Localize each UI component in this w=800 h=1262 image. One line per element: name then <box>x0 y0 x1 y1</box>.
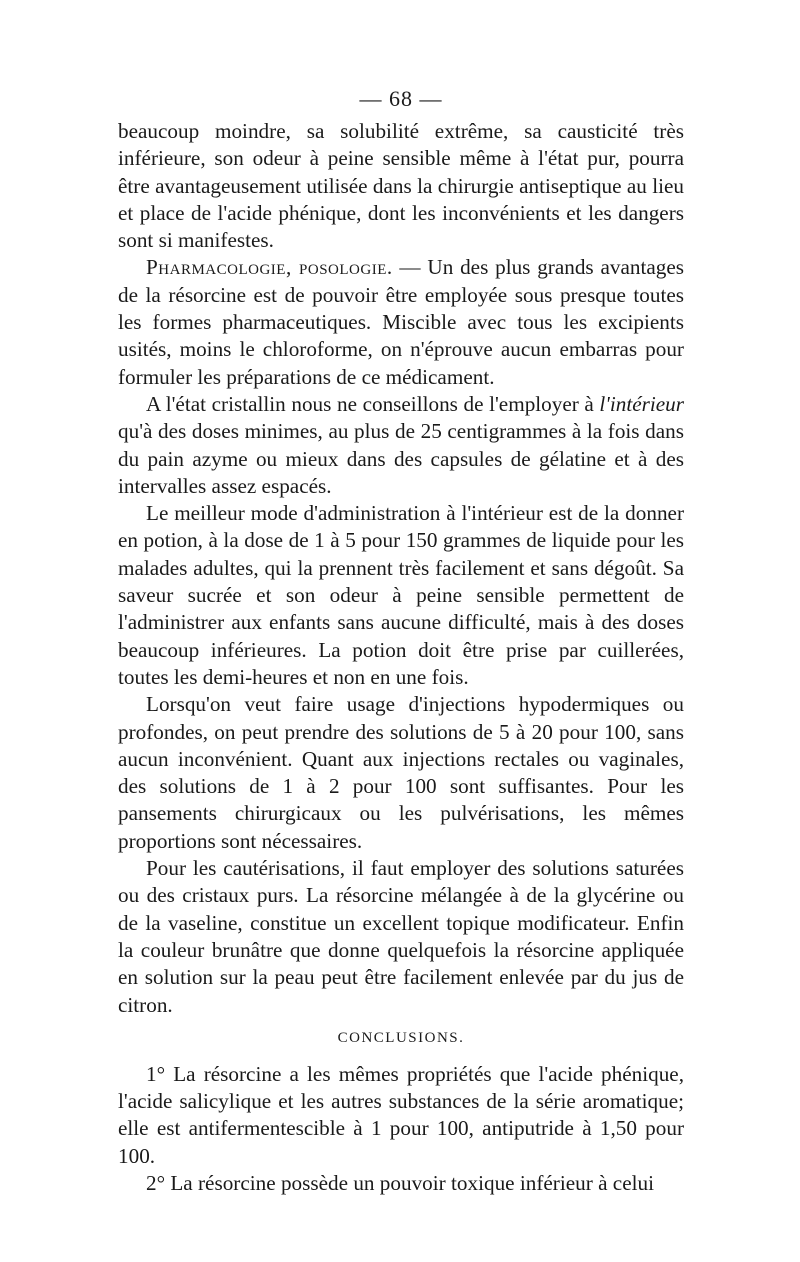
paragraph-run-heading: Pharmacologie, posologie. <box>146 255 393 280</box>
conclusion-item-1: 1° La résorcine a les mêmes propriétés que l'acide phénique, l'acide salicylique et les autres substances de la série aromatique; elle est antifermentescible à 1 pour 100, antiputride à 1,50 pour 100. <box>118 1061 684 1168</box>
paragraph-etat-cristallin <box>118 391 684 500</box>
paragraph-run-b: qu'à des doses minimes, au plus de 25 centigrammes à la fois dans du pain azyme ou mieux dans des capsules de gélatine et à des intervalles assez espacés. <box>118 419 684 498</box>
section-heading-conclusions: CONCLUSIONS. <box>337 1029 465 1046</box>
paragraph-continuation: beaucoup moindre, sa solubilité extrême, sa causticité très inférieure, son odeur à peine sensible même à l'état pur, pourra être avantageusement utilisée dans la chirurgie antiseptique au lieu et place de l'acide phénique, dont les inconvénients et les dangers sont si manifestes. <box>118 119 684 253</box>
conclusion-item-2: 2° La résorcine possède un pouvoir toxique inférieur à celui <box>146 1170 654 1195</box>
paragraph-meilleur-mode: Le meilleur mode d'administration à l'intérieur est de la donner en potion, à la dose de 1 à 5 pour 150 grammes de liquide pour les malades adultes, qui la prennent très facilement et sans dégoût. Sa saveur sucrée et son odeur à peine sensible permettent de l'administrer aux enfants sans aucune difficulté, mais à des doses beaucoup inférieures. La potion doit être prise par cuillerées, toutes les demi-heures et non en une fois. <box>118 501 684 689</box>
paragraph-injections: Lorsqu'on veut faire usage d'injections hypodermiques ou profondes, on peut prendre des solutions de 5 à 20 pour 100, sans aucun inconvénient. Quant aux injections rectales ou vaginales, des solutions de 1 à 2 pour 100 sont suffisantes. Pour les pansements chirurgicaux ou les pulvérisations, les mêmes proportions sont nécessaires. <box>118 692 684 853</box>
paragraph-pharmacologie <box>118 254 684 390</box>
page-number: — 68 — <box>359 86 443 111</box>
paragraph-run-body: — Un des plus grands avantages de la résorcine est de pouvoir être employée sous presque toutes les formes pharmaceutiques. Miscible avec tous les excipients usités, moins le chloroforme, on n'éprouve aucun embarras pour formuler les préparations de ce médicament. <box>118 255 684 389</box>
paragraph-cauterisations: Pour les cautérisations, il faut employer des solutions saturées ou des cristaux purs. La résorcine mélangée à de la glycérine ou de la vaseline, constitue un excellent topique modificateur. Enfin la couleur brunâtre que donne quelquefois la résorcine appliquée en solution sur la peau peut être facilement enlevée par du jus de citron. <box>118 856 684 1017</box>
paragraph-run-italic: l'intérieur <box>599 391 684 416</box>
paragraph-run-a: A l'état cristallin nous ne conseillons de l'employer à <box>146 391 600 416</box>
book-page <box>118 84 684 1197</box>
